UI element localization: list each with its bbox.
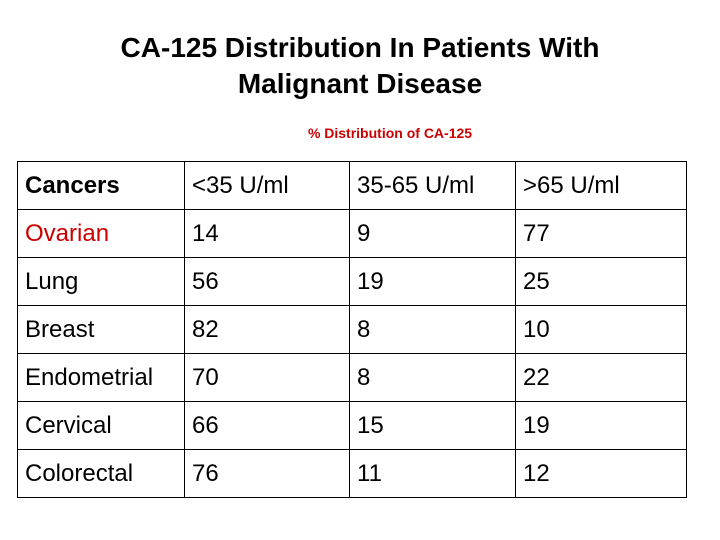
table-cell: 12 [516,450,687,498]
table-cell: 22 [516,354,687,402]
table-cell: 77 [516,210,687,258]
table-cell: 70 [185,354,350,402]
table-row [18,258,687,306]
row-label-breast: Breast [18,306,185,354]
header-below-35: <35 U/ml [185,162,350,210]
slide-title-line-1: CA-125 Distribution In Patients With [120,32,600,63]
row-label-endometrial: Endometrial [18,354,185,402]
header-above-65: >65 U/ml [516,162,687,210]
table-cell: 82 [185,306,350,354]
table-cell: 9 [350,210,516,258]
table-cell: 66 [185,402,350,450]
table-header-row [18,162,687,210]
table-cell: 19 [516,402,687,450]
header-cancers: Cancers [18,162,185,210]
table-row [18,402,687,450]
table-row [18,450,687,498]
table-cell: 15 [350,402,516,450]
table-row [18,354,687,402]
table-row [18,210,687,258]
table-cell: 19 [350,258,516,306]
slide-title-line-2: Malignant Disease [237,68,483,99]
table-cell: 11 [350,450,516,498]
row-label-colorectal: Colorectal [18,450,185,498]
table-cell: 56 [185,258,350,306]
table-caption: % Distribution of CA-125 [307,125,473,141]
table-cell: 25 [516,258,687,306]
table-cell: 10 [516,306,687,354]
table-cell: 8 [350,306,516,354]
row-label-lung: Lung [18,258,185,306]
distribution-table [17,161,687,498]
row-label-cervical: Cervical [18,402,185,450]
table-cell: 14 [185,210,350,258]
slide-title [40,30,680,102]
table-row [18,306,687,354]
table-cell: 76 [185,450,350,498]
header-35-to-65: 35-65 U/ml [350,162,516,210]
table-cell: 8 [350,354,516,402]
row-label-ovarian: Ovarian [18,210,185,258]
